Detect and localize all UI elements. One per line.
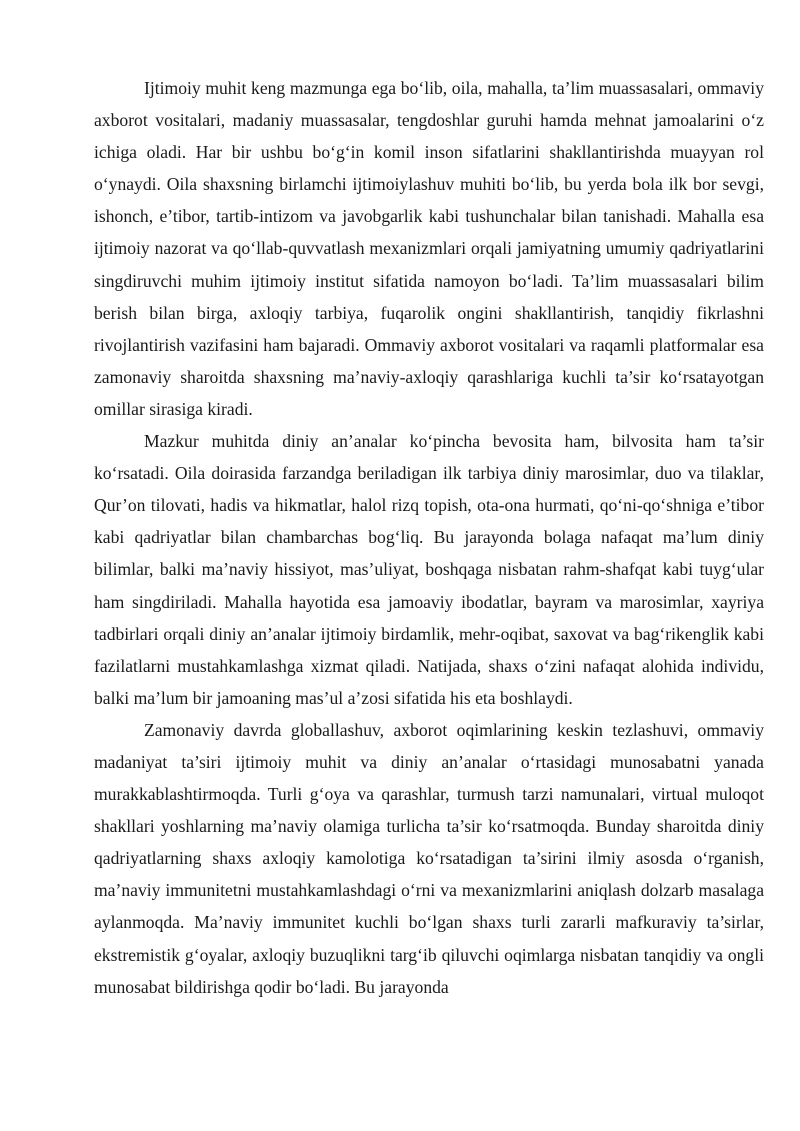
document-page [94, 72, 764, 1003]
paragraph-1: Ijtimoiy muhit keng mazmunga ega bo‘lib, oila, mahalla, ta’lim muassasalari, ommaviy axborot vositalari, madaniy muassasalar, tengdoshlar guruhi hamda mehnat jamoalarini o‘z ichiga oladi. Har bir ushbu bo‘g‘in komil inson sifatlarini shakllantirishda muayyan rol o‘ynaydi. Oila shaxsning birlamchi ijtimoiylashuv muhiti bo‘lib, bu yerda bola ilk bor sevgi, ishonch, e’tibor, tartib-intizom va javobgarlik kabi tushunchalar bilan tanishadi. Mahalla esa ijtimoiy nazorat va qo‘llab-quvvatlash mexanizmlari orqali jamiyatning umumiy qadriyatlarini singdiruvchi muhim ijtimoiy institut sifatida namoyon bo‘ladi. Ta’lim muassasalari bilim berish bilan birga, axloqiy tarbiya, fuqarolik ongini shakllantirish, tanqidiy fikrlashni rivojlantirish vazifasini ham bajaradi. Ommaviy axborot vositalari va raqamli platformalar esa zamonaviy sharoitda shaxsning ma’naviy-axloqiy qarashlariga kuchli ta’sir ko‘rsatayotgan omillar sirasiga kiradi. [94, 78, 764, 419]
paragraph-3: Zamonaviy davrda globallashuv, axborot oqimlarining keskin tezlashuvi, ommaviy madaniyat ta’siri ijtimoiy muhit va diniy an’analar o‘rtasidagi munosabatni yanada murakkablashtirmoqda. Turli g‘oya va qarashlar, turmush tarzi namunalari, virtual muloqot shakllari yoshlarning ma’naviy olamiga turlicha ta’sir ko‘rsatmoqda. Bunday sharoitda diniy qadriyatlarning shaxs axloqiy kamolotiga ko‘rsatadigan ta’sirini ilmiy asosda o‘rganish, ma’naviy immunitetni mustahkamlashdagi o‘rni va mexanizmlarini aniqlash dolzarb masalaga aylanmoqda. Ma’naviy immunitet kuchli bo‘lgan shaxs turli zararli mafkuraviy ta’sirlar, ekstremistik g‘oyalar, axloqiy buzuqlikni targ‘ib qiluvchi oqimlarga nisbatan tanqidiy va ongli munosabat bildirishga qodir bo‘ladi. Bu jarayonda [94, 719, 764, 997]
paragraph-2: Mazkur muhitda diniy an’analar ko‘pincha bevosita ham, bilvosita ham ta’sir ko‘rsatadi. Oila doirasida farzandga beriladigan ilk tarbiya diniy marosimlar, duo va tilaklar, Qur’on tilovati, hadis va hikmatlar, halol rizq topish, ota-ona hurmati, qo‘ni-qo‘shniga e’tibor kabi qadriyatlar bilan chambarchas bog‘liq. Bu jarayonda bolaga nafaqat ma’lum diniy bilimlar, balki ma’naviy hissiyot, mas’uliyat, boshqaga nisbatan rahm-shafqat kabi tuyg‘ular ham singdiriladi. Mahalla hayotida esa jamoaviy ibodatlar, bayram va marosimlar, xayriya tadbirlari orqali diniy an’analar ijtimoiy birdamlik, mehr-oqibat, saxovat va bag‘rikenglik kabi fazilatlarni mustahkamlashga xizmat qiladi. Natijada, shaxs o‘zini nafaqat alohida individu, balki ma’lum bir jamoaning mas’ul a’zosi sifatida his eta boshlaydi. [94, 431, 764, 708]
